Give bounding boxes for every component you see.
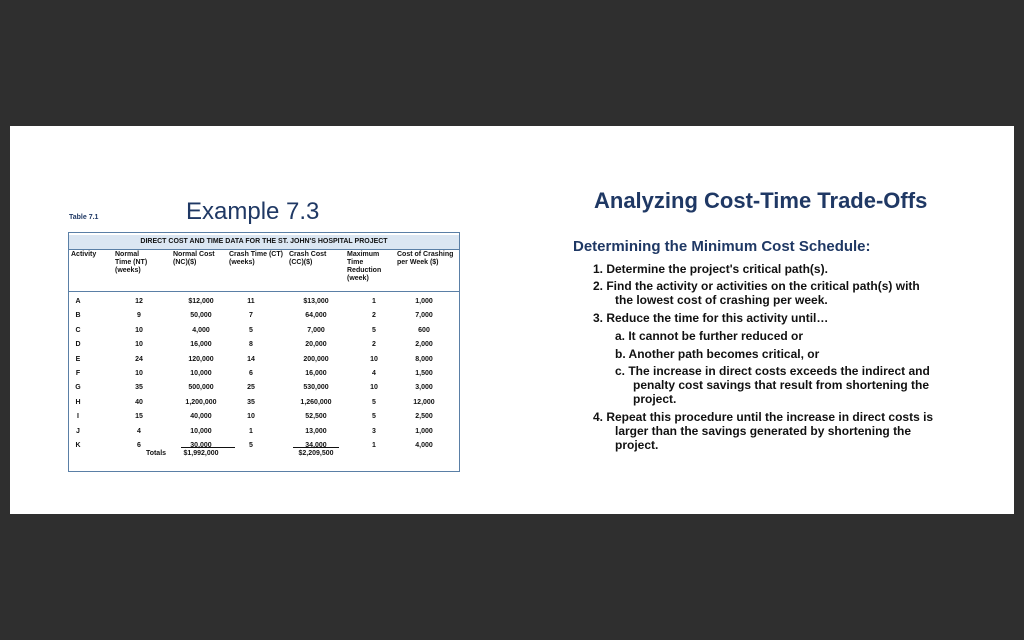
cell-nc: 50,000 [190, 312, 212, 320]
cell-red: 3 [372, 427, 376, 435]
cell-red: 5 [372, 398, 376, 406]
cell-nt: 35 [135, 384, 143, 392]
cell-cc: 530,000 [303, 384, 329, 392]
cell-ct: 5 [249, 326, 253, 334]
cell-activity: J [76, 427, 80, 435]
table-row [69, 396, 459, 410]
table-row [69, 381, 459, 395]
table-row [69, 295, 459, 309]
cell-cc: 64,000 [305, 312, 327, 320]
table-row [69, 309, 459, 323]
cell-activity: E [75, 355, 81, 363]
cell-activity: K [75, 442, 81, 449]
table-row [69, 425, 459, 439]
cell-cost: 600 [418, 326, 430, 334]
cell-cost: 2,000 [415, 341, 433, 349]
table-row [69, 410, 459, 424]
cell-red: 1 [372, 442, 376, 449]
cell-activity: A [75, 298, 81, 305]
cell-activity: F [75, 370, 81, 377]
cell-ct: 14 [247, 355, 255, 363]
cell-red: 10 [370, 355, 378, 363]
cell-cc: 13,000 [305, 427, 327, 435]
cell-activity: H [75, 398, 81, 406]
step-4-line-1: 4. Repeat this procedure until the increase in direct costs is [593, 410, 934, 424]
cell-nc: 10,000 [190, 427, 212, 435]
cell-ct: 10 [247, 413, 255, 421]
cell-cost: 1,000 [415, 298, 433, 305]
table-row [69, 324, 459, 338]
cell-cc: 1,260,000 [300, 398, 332, 406]
cell-nc: 40,000 [190, 413, 212, 421]
cost-time-table [68, 232, 460, 472]
cell-red: 2 [372, 341, 376, 349]
cell-nc: 1,200,000 [185, 398, 217, 406]
step-3a: a. It cannot be further reduced or [615, 329, 804, 343]
cell-red: 1 [372, 298, 376, 305]
step-3: 3. Reduce the time for this activity until… [593, 311, 829, 325]
cell-nt: 10 [135, 326, 143, 334]
step-3c-line-1: c. The increase in direct costs exceeds the indirect and [615, 364, 930, 378]
step-3c-line-2: penalty cost savings that result from shortening the [633, 378, 930, 392]
cell-cost: 12,000 [413, 398, 435, 406]
cell-activity: I [77, 413, 79, 421]
cell-nt: 10 [135, 370, 143, 377]
cell-cc: 16,000 [305, 370, 327, 377]
cell-nt: 40 [135, 398, 143, 406]
cell-cost: 1,500 [415, 370, 433, 377]
table-row [69, 353, 459, 367]
header-divider [69, 291, 459, 292]
header-normal-time: Normal Time (NT) (weeks) [115, 251, 148, 274]
step-3b: b. Another path becomes critical, or [615, 347, 820, 361]
cell-nc: 500,000 [188, 384, 214, 392]
cell-red: 4 [372, 370, 376, 377]
cell-cc: 34,000 [305, 442, 327, 449]
cell-ct: 6 [249, 370, 253, 377]
cell-cost: 2,500 [415, 413, 433, 421]
slide-subtitle: Determining the Minimum Cost Schedule: [573, 238, 871, 255]
totals-label: Totals [145, 450, 167, 457]
step-4-line-3: project. [615, 438, 659, 452]
cell-nt: 12 [135, 298, 143, 305]
cell-cc: $13,000 [303, 298, 329, 305]
table-row [69, 367, 459, 381]
header-max-reduction: Maximum Time Reduction (week) [347, 251, 382, 282]
header-normal-cost: Normal Cost (NC)($) [173, 251, 215, 266]
header-crash-time: Crash Time (CT)(weeks) [229, 251, 283, 266]
cell-cost: 1,000 [415, 427, 433, 435]
cell-cc: 52,500 [305, 413, 327, 421]
cell-cc: 20,000 [305, 341, 327, 349]
cell-nc: 16,000 [190, 341, 212, 349]
cell-nt: 6 [137, 442, 141, 449]
cell-nc: 10,000 [190, 370, 212, 377]
crash-cost-total: $2,209,500 [298, 450, 334, 457]
cell-cc: 200,000 [303, 355, 329, 363]
table-caption: DIRECT COST AND TIME DATA FOR THE ST. JOHN'S HOSPITAL PROJECT [69, 235, 459, 250]
step-2-line-1: 2. Find the activity or activities on the critical path(s) with [593, 279, 920, 293]
normal-cost-total: $1,992,000 [183, 450, 219, 457]
cell-red: 5 [372, 413, 376, 421]
cell-activity: G [75, 384, 81, 392]
cell-cost: 7,000 [415, 312, 433, 320]
cell-ct: 25 [247, 384, 255, 392]
cell-activity: D [75, 341, 81, 349]
table-row [69, 338, 459, 352]
cell-red: 5 [372, 326, 376, 334]
cell-ct: 1 [249, 427, 253, 435]
cell-ct: 35 [247, 398, 255, 406]
cell-nt: 9 [137, 312, 141, 320]
cell-cost: 3,000 [415, 384, 433, 392]
cell-red: 10 [370, 384, 378, 392]
cell-nc: 120,000 [188, 355, 214, 363]
cell-activity: B [75, 312, 81, 320]
cell-ct: 11 [247, 298, 255, 305]
cell-nc: $12,000 [188, 298, 214, 305]
header-crash-cost: Crash Cost (CC)($) [289, 251, 327, 266]
cell-cost: 8,000 [415, 355, 433, 363]
cell-nt: 15 [135, 413, 143, 421]
cell-ct: 7 [249, 312, 253, 320]
cell-activity: C [75, 326, 81, 334]
table-label: Table 7.1 [69, 214, 99, 221]
step-2-line-2: the lowest cost of crashing per week. [615, 293, 828, 307]
cell-red: 2 [372, 312, 376, 320]
cell-cc: 7,000 [307, 326, 325, 334]
step-4-line-2: larger than the savings generated by shortening the [615, 424, 912, 438]
example-title: Example 7.3 [186, 198, 320, 225]
cell-nt: 4 [137, 427, 141, 435]
slide-title: Analyzing Cost-Time Trade-Offs [594, 188, 928, 213]
cell-ct: 5 [249, 442, 253, 449]
cell-nc: 30,000 [190, 442, 212, 449]
cell-cost: 4,000 [415, 442, 433, 449]
step-1: 1. Determine the project's critical path(s). [593, 262, 828, 276]
cell-nc: 4,000 [192, 326, 210, 334]
cell-nt: 10 [135, 341, 143, 349]
header-cost-crashing: Cost of Crashing per Week ($) [397, 251, 454, 266]
totals-row [69, 447, 459, 461]
header-activity: Activity [71, 251, 97, 258]
cell-ct: 8 [249, 341, 253, 349]
slide [10, 126, 1014, 514]
cell-nt: 24 [135, 355, 143, 363]
step-3c-line-3: project. [633, 392, 677, 406]
